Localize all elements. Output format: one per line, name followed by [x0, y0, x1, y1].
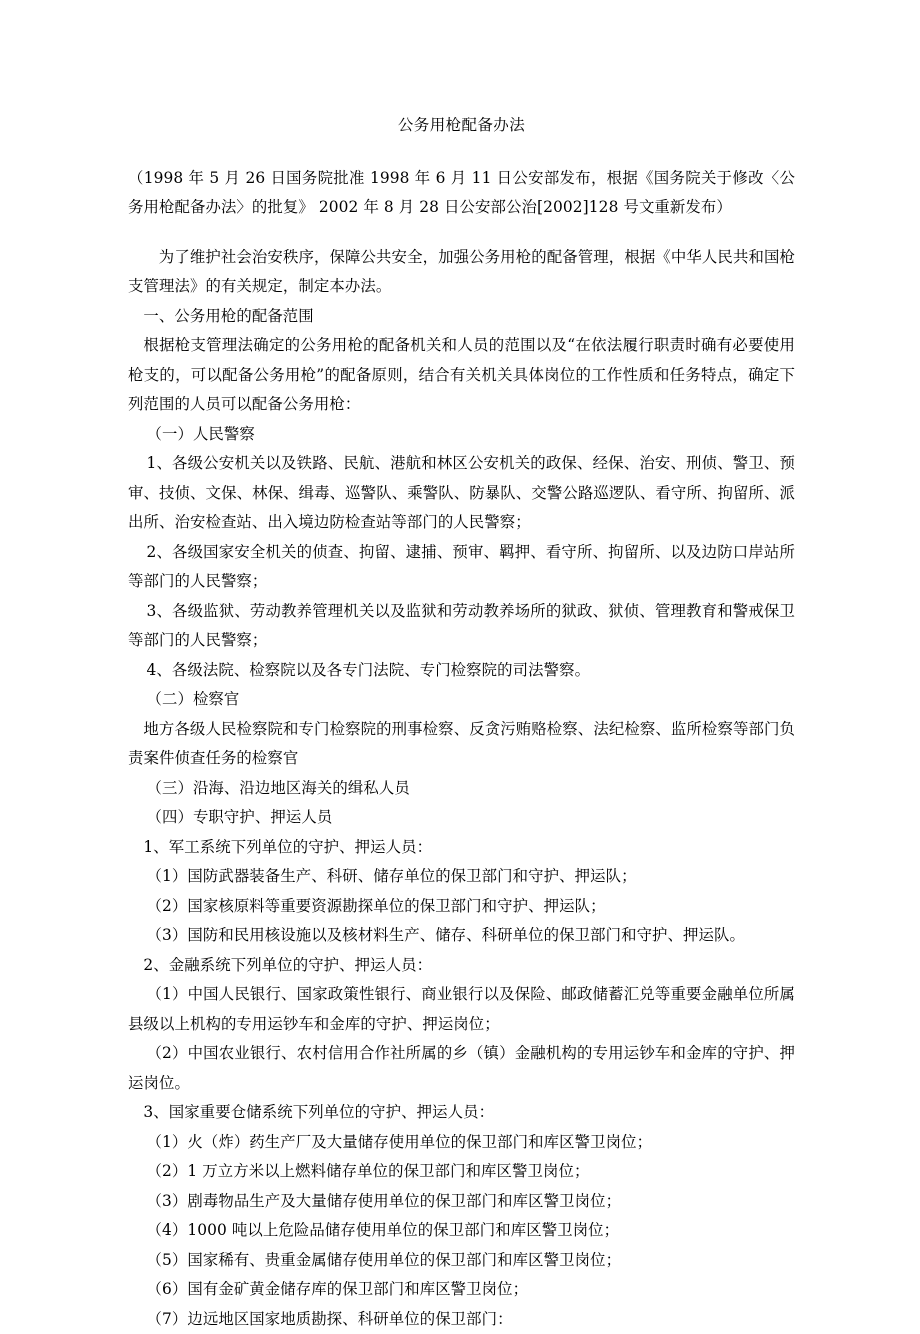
paragraph-section-1-intro: 根据枪支管理法确定的公务用枪的配备机关和人员的范围以及“在依法履行职责时确有必要使用枪支的，可以配备公务用枪”的配备原则，结合有关机关具体岗位的工作性质和任务特点，确定下列范围的人员可以配备公务用枪：	[128, 331, 795, 420]
paragraph-item-1-4-3-5: （5）国家稀有、贵重金属储存使用单位的保卫部门和库区警卫岗位；	[128, 1246, 795, 1276]
paragraph-item-1-4-3-4: （4）1000 吨以上危险品储存使用单位的保卫部门和库区警卫岗位；	[128, 1216, 795, 1246]
paragraph-item-1-4-3-6: （6）国有金矿黄金储存库的保卫部门和库区警卫岗位；	[128, 1275, 795, 1305]
paragraph-section-1-heading: 一、公务用枪的配备范围	[128, 302, 795, 332]
paragraph-item-1-1-2: 2、各级国家安全机关的侦查、拘留、逮捕、预审、羁押、看守所、拘留所、以及边防口岸站所等部门的人民警察；	[128, 538, 795, 597]
paragraph-item-1-2-body: 地方各级人民检察院和专门检察院的刑事检察、反贪污贿赂检察、法纪检察、监所检察等部门负责案件侦查任务的检察官	[128, 715, 795, 774]
paragraph-item-1-4-1-2: （2）国家核原料等重要资源勘探单位的保卫部门和守护、押运队；	[128, 892, 795, 922]
paragraph-item-1-4-2-1: （1）中国人民银行、国家政策性银行、商业银行以及保险、邮政储蓄汇兑等重要金融单位所属县级以上机构的专用运钞车和金库的守护、押运岗位；	[128, 980, 795, 1039]
promulgation-note: （1998 年 5 月 26 日国务院批准 1998 年 6 月 11 日公安部发布，根据《国务院关于修改〈公务用枪配备办法〉的批复》 2002 年 8 月 28 日公安部公治[2002]128 号文重新发布）	[128, 134, 795, 223]
paragraph-item-1-2-heading: （二）检察官	[128, 685, 795, 715]
paragraph-item-1-4-3: 3、国家重要仓储系统下列单位的守护、押运人员：	[128, 1098, 795, 1128]
document-body	[128, 223, 795, 1334]
paragraph-item-1-4-2-2: （2）中国农业银行、农村信用合作社所属的乡（镇）金融机构的专用运钞车和金库的守护、押运岗位。	[128, 1039, 795, 1098]
paragraph-item-1-4-3-3: （3）剧毒物品生产及大量储存使用单位的保卫部门和库区警卫岗位；	[128, 1187, 795, 1217]
paragraph-item-1-1-3: 3、各级监狱、劳动教养管理机关以及监狱和劳动教养场所的狱政、狱侦、管理教育和警戒保卫等部门的人民警察；	[128, 597, 795, 656]
paragraph-item-1-4-3-2: （2）1 万立方米以上燃料储存单位的保卫部门和库区警卫岗位；	[128, 1157, 795, 1187]
document-content	[128, 0, 795, 1334]
paragraph-item-1-4-1: 1、军工系统下列单位的守护、押运人员：	[128, 833, 795, 863]
paragraph-item-1-1-4: 4、各级法院、检察院以及各专门法院、专门检察院的司法警察。	[128, 656, 795, 686]
paragraph-preamble: 为了维护社会治安秩序，保障公共安全，加强公务用枪的配备管理，根据《中华人民共和国枪支管理法》的有关规定，制定本办法。	[128, 243, 795, 302]
paragraph-item-1-4-heading: （四）专职守护、押运人员	[128, 803, 795, 833]
paragraph-item-1-4-2: 2、金融系统下列单位的守护、押运人员：	[128, 951, 795, 981]
paragraph-item-1-4-1-1: （1）国防武器装备生产、科研、储存单位的保卫部门和守护、押运队；	[128, 862, 795, 892]
paragraph-item-1-4-3-1: （1）火（炸）药生产厂及大量储存使用单位的保卫部门和库区警卫岗位；	[128, 1128, 795, 1158]
page-title: 公务用枪配备办法	[128, 0, 795, 134]
paragraph-item-1-4-1-3: （3）国防和民用核设施以及核材料生产、储存、科研单位的保卫部门和守护、押运队。	[128, 921, 795, 951]
paragraph-item-1-1-1: 1、各级公安机关以及铁路、民航、港航和林区公安机关的政保、经保、治安、刑侦、警卫、预审、技侦、文保、林保、缉毒、巡警队、乘警队、防暴队、交警公路巡逻队、看守所、拘留所、派出所、治安检查站、出入境边防检查站等部门的人民警察；	[128, 449, 795, 538]
paragraph-item-1-4-3-7: （7）边远地区国家地质勘探、科研单位的保卫部门：	[128, 1305, 795, 1334]
paragraph-item-1-3-heading: （三）沿海、沿边地区海关的缉私人员	[128, 774, 795, 804]
paragraph-item-1-1-heading: （一）人民警察	[128, 420, 795, 450]
